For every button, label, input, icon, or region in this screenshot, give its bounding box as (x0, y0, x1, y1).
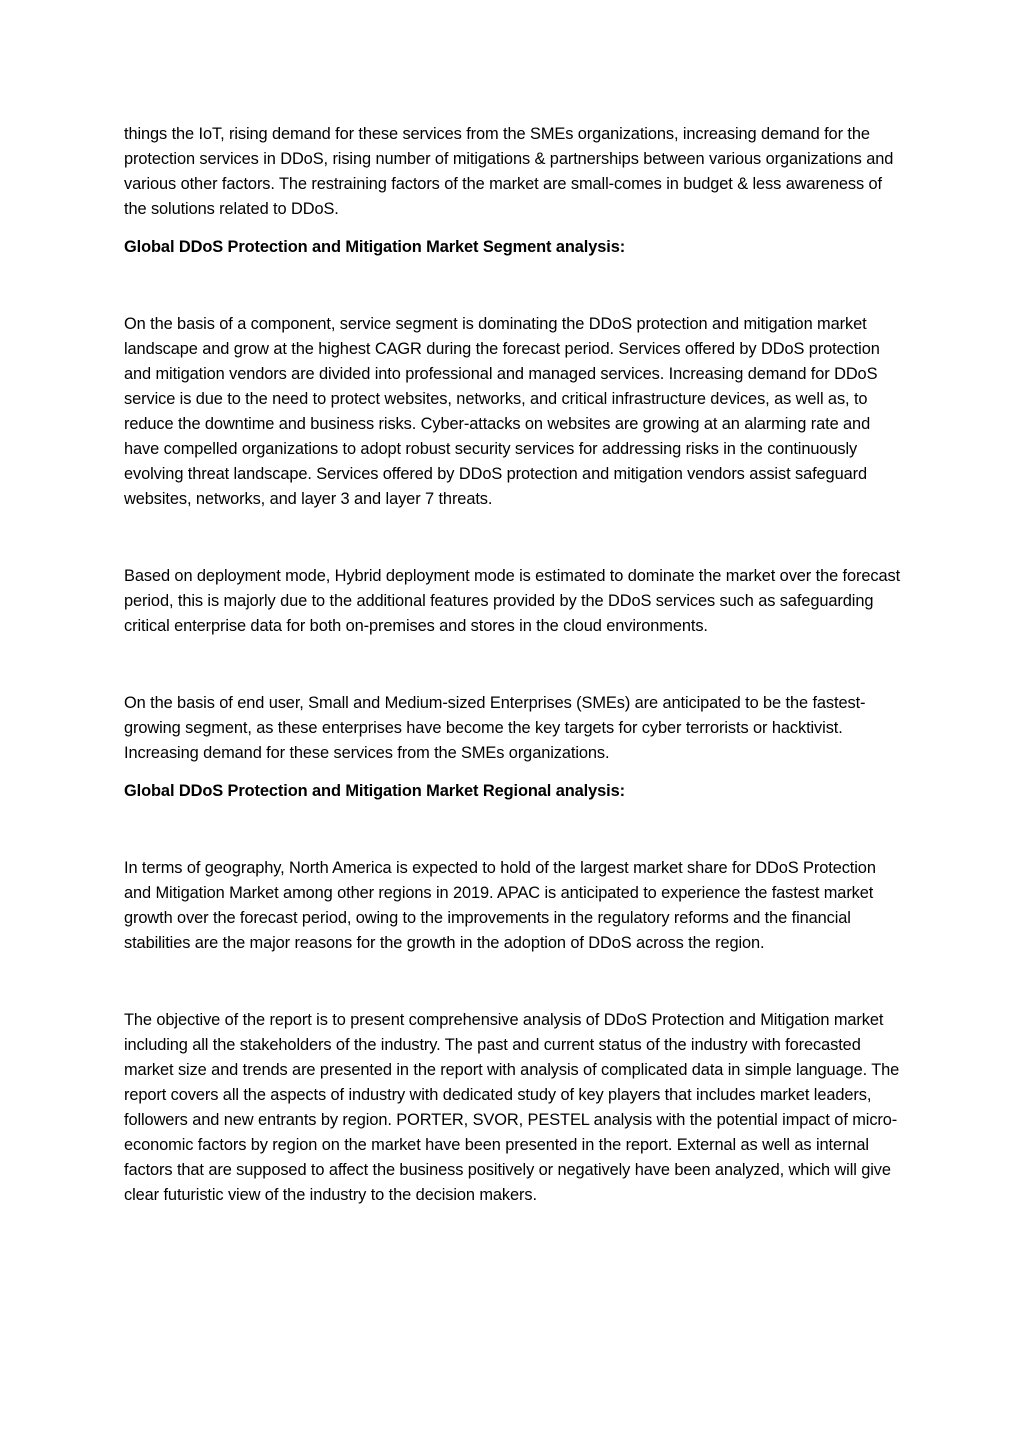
end-user-paragraph: On the basis of end user, Small and Medium-sized Enterprises (SMEs) are anticipated to be the fastest-growing segment, as these enterprises have become the key targets for cyber terrorists or hacktivist. Increasing demand for these services from the SMEs organizations. (124, 694, 866, 762)
component-paragraph: On the basis of a component, service segment is dominating the DDoS protection and mitigation market landscape and grow at the highest CAGR during the forecast period. Services offered by DDoS protection and mitigation vendors are divided into professional and managed services. Increasing demand for DDoS service is due to the need to protect websites, networks, and critical infrastructure devices, as well as, to reduce the downtime and business risks. Cyber-attacks on websites are growing at an alarming rate and have compelled organizations to adopt robust security services for addressing risks in the continuously evolving threat landscape. Services offered by DDoS protection and mitigation vendors assist safeguard websites, networks, and layer 3 and layer 7 threats. (124, 315, 880, 508)
segment-analysis-heading: Global DDoS Protection and Mitigation Market Segment analysis: (124, 238, 626, 256)
objective-paragraph: The objective of the report is to present comprehensive analysis of DDoS Protection and Mitigation market including all the stakeholders of the industry. The past and current status of the industry with forecasted market size and trends are presented in the report with analysis of complicated data in simple language. The report covers all the aspects of industry with dedicated study of key players that includes market leaders, followers and new entrants by region. PORTER, SVOR, PESTEL analysis with the potential impact of micro-economic factors by region on the market have been presented in the report. External as well as internal factors that are supposed to affect the business positively or negatively have been analyzed, which will give clear futuristic view of the industry to the decision makers. (124, 1011, 900, 1204)
regional-analysis-heading: Global DDoS Protection and Mitigation Market Regional analysis: (124, 782, 625, 800)
document-page (124, 122, 904, 1208)
geography-paragraph: In terms of geography, North America is expected to hold of the largest market share for DDoS Protection and Mitigation Market among other regions in 2019. APAC is anticipated to experience the fastest market growth over the forecast period, owing to the improvements in the regulatory reforms and the financial stabilities are the major reasons for the growth in the adoption of DDoS across the region. (124, 859, 876, 952)
intro-paragraph: things the IoT, rising demand for these services from the SMEs organizations, increasing demand for the protection services in DDoS, rising number of mitigations & partnerships between various organizations and various other factors. The restraining factors of the market are small-comes in budget & less awareness of the solutions related to DDoS. (124, 125, 894, 218)
deployment-paragraph: Based on deployment mode, Hybrid deployment mode is estimated to dominate the market over the forecast period, this is majorly due to the additional features provided by the DDoS services such as safeguarding critical enterprise data for both on-premises and stores in the cloud environments. (124, 567, 901, 635)
